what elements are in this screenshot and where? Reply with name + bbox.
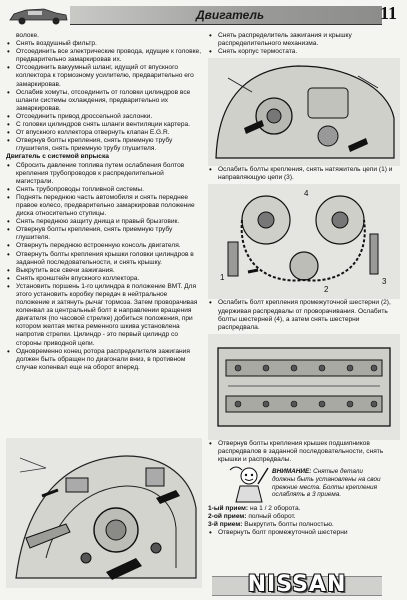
list-item: • Отсоединить все электрические провода, идущие к головке, предварительно замаркировав их. [6, 48, 202, 64]
list-item: • Снять распределитель зажигания и крышку распределительного механизма. [208, 32, 400, 48]
thermostat-housing-figure [6, 438, 202, 588]
list-item: • Снять корпус термостата. [208, 48, 400, 56]
last-bullet [208, 529, 400, 537]
list-item: • Ослабить болт крепления промежуточной шестерни (2), удерживая распредвалы от проворачивания. Ослабить болты шестерней (4), а затем снять шестерни распредвала. [208, 299, 400, 331]
list-item: • Ослабить болты крепления, снять натяжитель цепи (1) и направляющую цепи (3). [208, 166, 400, 182]
callout-4: 4 [304, 189, 309, 199]
list-item: • Отсоединить привод дроссельной заслонки. [6, 113, 202, 121]
callout-3: 3 [382, 277, 387, 287]
list-item: • От впускного коллектора отвернуть клапан E.G.R. [6, 129, 202, 137]
right-column [208, 32, 400, 464]
page-number: 11 [379, 3, 397, 23]
list-item: • Одновременно конец ротора распределителя зажигания должен быть обращен по диагонали вниз, в противном случае коленвал еще на оборот вперед. [6, 348, 202, 372]
camshaft-caps-figure [208, 334, 400, 440]
list-item: • Отвернув болты крепления, снять приемную трубу глушителя. [6, 226, 202, 242]
list-item: • Выкрутить все свечи зажигания. [6, 267, 202, 275]
chain-tensioner-figure [208, 184, 400, 299]
section-title: Двигатель [196, 8, 265, 22]
list-item: • Отвернуть болты крепления крышки головки цилиндров в заданной последовательности, и снять крышку. [6, 251, 202, 267]
timing-cover-drawing [208, 58, 400, 166]
engine-front-drawing [6, 438, 202, 588]
list-item: • Отвернув болты крепления, снять приемную трубу глушителя, снять приемную трубу глушителя. [6, 137, 202, 153]
left-list-b [6, 162, 202, 372]
list-item: • Снять воздушный фильтр. [6, 40, 202, 48]
callout-1: 1 [220, 273, 225, 283]
list-item: • Снять переднюю защиту днища и правый брызговик. [6, 218, 202, 226]
brand-logo: NISSAN [247, 572, 347, 597]
step-2: 2-ой прием: полный оборот. [208, 513, 296, 521]
car-silhouette-icon [6, 2, 70, 26]
step-3: 3-й прием: Выкрутить болты полностью. [208, 521, 334, 529]
right-list-b [208, 166, 400, 182]
right-list-a [208, 32, 400, 56]
list-item: • Отвернув болты крепления крышек подшипников распредвалов в заданной последовательности, снять крышки и распредвалы. [208, 440, 400, 464]
warning-note [228, 468, 382, 500]
list-item: • Установить поршень 1-го цилиндра в положение ВМТ. Для этого установить коробку передач в нейтральное положение и затянуть рычаг тормоза. Затем проворачивая коленвал за центральный болт в направлении вращения двигателя (по часовой стрелке) добиться положения, при котором желтая метка ременного шкива установлена напротив стрелки. Цилиндр - это первый цилиндр со стороны приводной цепи. [6, 283, 202, 348]
list-item: • Отвернуть болт промежуточной шестерни [208, 529, 400, 537]
callout-2: 2 [324, 285, 329, 295]
warning-title: ВНИМАНИЕ: [272, 468, 312, 475]
timing-chain-drawing [208, 184, 400, 299]
warning-text: Снятые детали должны быть установлены на свои прежние места. Болты крепления ослаблять в 3 приема. [272, 468, 381, 499]
left-column [6, 32, 202, 372]
page-header [0, 0, 407, 28]
loosening-steps [208, 505, 400, 537]
list-item: • Поднять переднюю часть автомобиля и снять переднее правое колесо, предварительно замаркировав положение диска относительно ступицы. [6, 194, 202, 218]
mechanic-character-icon [228, 464, 270, 504]
list-item: волоке. [16, 32, 39, 39]
cylinder-head-drawing [208, 334, 400, 440]
list-item: • Отсоединить вакуумный шланг, идущий от впускного коллектора к тормозному усилителю, предварительно его замаркировав. [6, 64, 202, 88]
list-item: • Отвернуть переднюю встроенную консоль двигателя. [6, 242, 202, 250]
list-item: • Снять кронштейн впускного коллектора. [6, 275, 202, 283]
step-1: 1-ый прием: на 1 / 2 оборота. [208, 505, 301, 512]
section-heading: Двигатель с системой впрыска [6, 153, 109, 161]
list-item: • Снять трубопроводы топливной системы. [6, 186, 202, 194]
list-item: • Сбросить давление топлива путем ослабления болтов крепления трубопроводов к распределительной магистрали. [6, 162, 202, 186]
right-list-d [208, 440, 400, 464]
right-list-c [208, 299, 400, 331]
list-item: • С головки цилиндров снять шланги вентиляции картера. [6, 121, 202, 129]
list-item: • Ослабив хомуты, отсоединить от головки цилиндров все шланги системы охлаждения, предварительно их замаркировав. [6, 89, 202, 113]
distributor-cover-figure [208, 58, 400, 166]
left-list-a [6, 32, 202, 153]
